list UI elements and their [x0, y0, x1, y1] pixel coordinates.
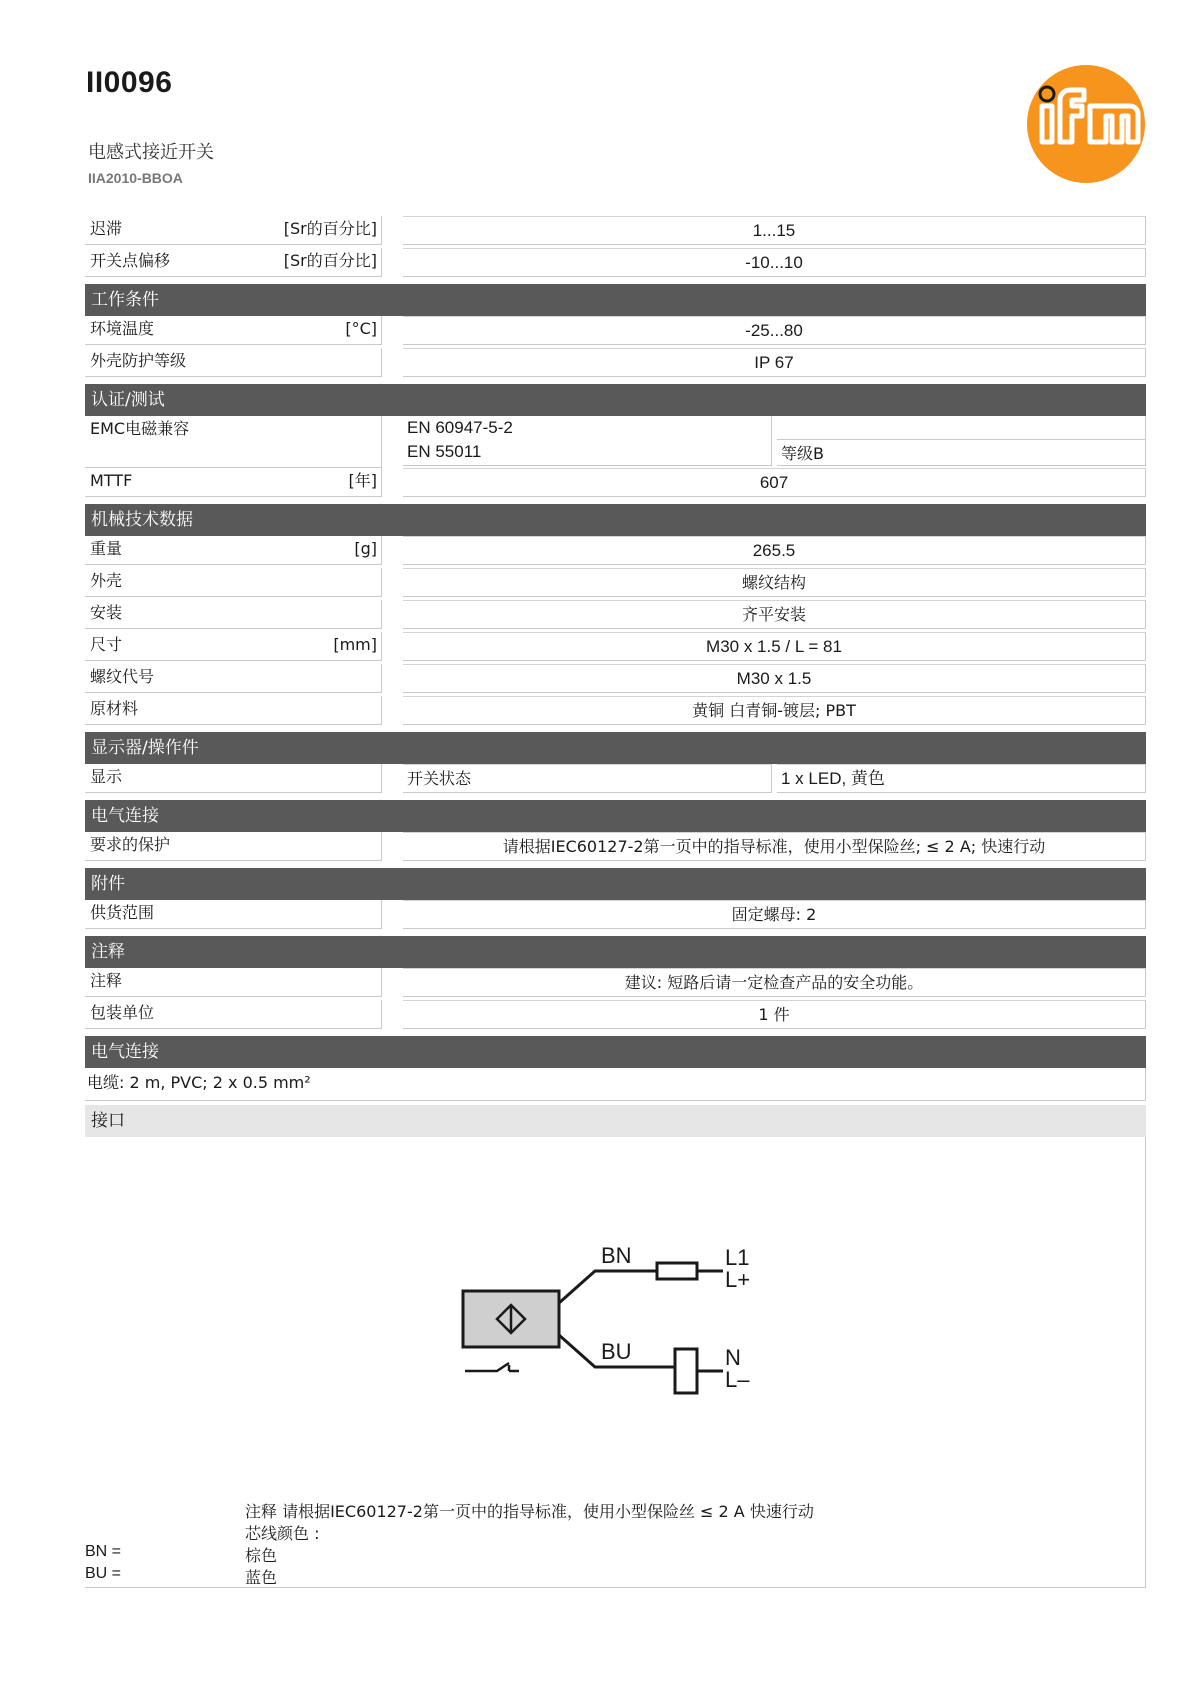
- table-row: [85, 468, 1146, 500]
- row-value: 齐平安装: [403, 600, 1146, 629]
- row-value: 607: [403, 468, 1146, 497]
- row-unit: [g]: [354, 539, 377, 558]
- table-row: [85, 216, 1146, 248]
- table-row: [85, 316, 1146, 348]
- row-unit: [°C]: [345, 319, 377, 338]
- row-value: 1...15: [403, 216, 1146, 245]
- cable-spec: 电缆: 2 m, PVC; 2 x 0.5 mm²: [85, 1068, 1146, 1101]
- section-header-notes: 注释: [85, 936, 1146, 968]
- emc-empty-cell: [777, 416, 1146, 440]
- terminal-lplus: L+: [725, 1267, 751, 1292]
- product-subtitle: 电感式接近开关: [88, 142, 214, 163]
- row-value: IP 67: [403, 348, 1146, 377]
- spec-table: [85, 216, 1146, 1588]
- terminal-l1: L1: [725, 1245, 750, 1270]
- product-code: IIA2010-BBOA: [88, 170, 183, 186]
- section-header-electrical: 电气连接: [85, 800, 1146, 832]
- wire-label-bu: BU: [601, 1339, 632, 1364]
- wire-label-bn: BN: [601, 1243, 632, 1268]
- interface-note: 注释 请根据IEC60127-2第一页中的指导标准，使用小型保险丝 ≤ 2 A 快速行动: [245, 1502, 814, 1521]
- row-label: 供货范围: [90, 903, 155, 922]
- table-row: [85, 632, 1146, 664]
- row-value: 265.5: [403, 536, 1146, 565]
- row-unit: [Sr的百分比]: [283, 219, 377, 238]
- ifm-logo: [1026, 64, 1146, 184]
- table-row: [85, 536, 1146, 568]
- row-value: 黄铜 白青铜-镀层; PBT: [403, 696, 1146, 725]
- row-label: 包装单位: [90, 1003, 155, 1022]
- row-label: 外壳: [90, 571, 123, 590]
- row-label: 螺纹代号: [90, 667, 155, 686]
- legend-value: 蓝色: [245, 1568, 278, 1587]
- interface-panel: [85, 1137, 1146, 1588]
- table-row: [85, 664, 1146, 696]
- row-value: -10...10: [403, 248, 1146, 277]
- legend-key: BU =: [85, 1565, 122, 1582]
- row-label: 注释: [90, 971, 123, 990]
- wire-colors-title: 芯线颜色 :: [245, 1524, 320, 1543]
- row-value: 请根据IEC60127-2第一页中的指导标准，使用小型保险丝; ≤ 2 A; 快速行动: [403, 832, 1146, 861]
- section-header-connection: 电气连接: [85, 1036, 1146, 1068]
- table-row: [85, 568, 1146, 600]
- row-value: M30 x 1.5: [403, 664, 1146, 693]
- table-row: [85, 764, 1146, 796]
- row-label: 外壳防护等级: [90, 351, 187, 370]
- section-header-operating: 工作条件: [85, 284, 1146, 316]
- row-label: MTTF: [90, 471, 133, 490]
- row-value-status: 开关状态: [403, 764, 772, 793]
- row-value: 建议: 短路后请一定检查产品的安全功能。: [403, 968, 1146, 997]
- row-label: 显示: [90, 767, 123, 786]
- table-row: [85, 348, 1146, 380]
- row-label: 尺寸: [90, 635, 123, 654]
- table-row: [85, 248, 1146, 280]
- table-row-emc: [85, 416, 1146, 468]
- terminal-n: N: [725, 1345, 741, 1370]
- row-label: 原材料: [90, 699, 139, 718]
- row-value: -25...80: [403, 316, 1146, 345]
- terminal-lminus: L–: [725, 1367, 750, 1392]
- table-row: [85, 968, 1146, 1000]
- row-label: 环境温度: [90, 319, 155, 338]
- row-unit: [Sr的百分比]: [283, 251, 377, 270]
- row-unit: [年]: [348, 471, 377, 490]
- row-value: M30 x 1.5 / L = 81: [403, 632, 1146, 661]
- emc-standard-1: EN 60947-5-2: [403, 416, 772, 440]
- row-label: 重量: [90, 539, 123, 558]
- row-unit: [mm]: [333, 635, 377, 654]
- row-label: 安装: [90, 603, 123, 622]
- row-value: 螺纹结构: [403, 568, 1146, 597]
- section-header-approvals: 认证/测试: [85, 384, 1146, 416]
- row-label: 迟滞: [90, 219, 123, 238]
- row-label: 要求的保护: [90, 835, 171, 854]
- emc-class: 等级B: [777, 440, 1146, 466]
- row-label: 开关点偏移: [90, 251, 171, 270]
- section-header-mechanical: 机械技术数据: [85, 504, 1146, 536]
- legend-key: BN =: [85, 1543, 122, 1560]
- table-row: [85, 696, 1146, 728]
- section-header-display: 显示器/操作件: [85, 732, 1146, 764]
- table-row: [85, 1000, 1146, 1032]
- section-header-interface: 接口: [85, 1105, 1146, 1137]
- table-row: [85, 832, 1146, 864]
- legend-value: 棕色: [245, 1546, 278, 1565]
- table-row: [85, 900, 1146, 932]
- wiring-diagram: [457, 1241, 877, 1411]
- row-value-led: 1 x LED, 黄色: [777, 764, 1146, 793]
- section-header-accessories: 附件: [85, 868, 1146, 900]
- product-title: II0096: [86, 66, 173, 99]
- table-row: [85, 600, 1146, 632]
- emc-standard-2: EN 55011: [403, 440, 772, 466]
- row-value: 固定螺母: 2: [403, 900, 1146, 929]
- row-value: 1 件: [403, 1000, 1146, 1029]
- row-label: EMC电磁兼容: [90, 419, 190, 438]
